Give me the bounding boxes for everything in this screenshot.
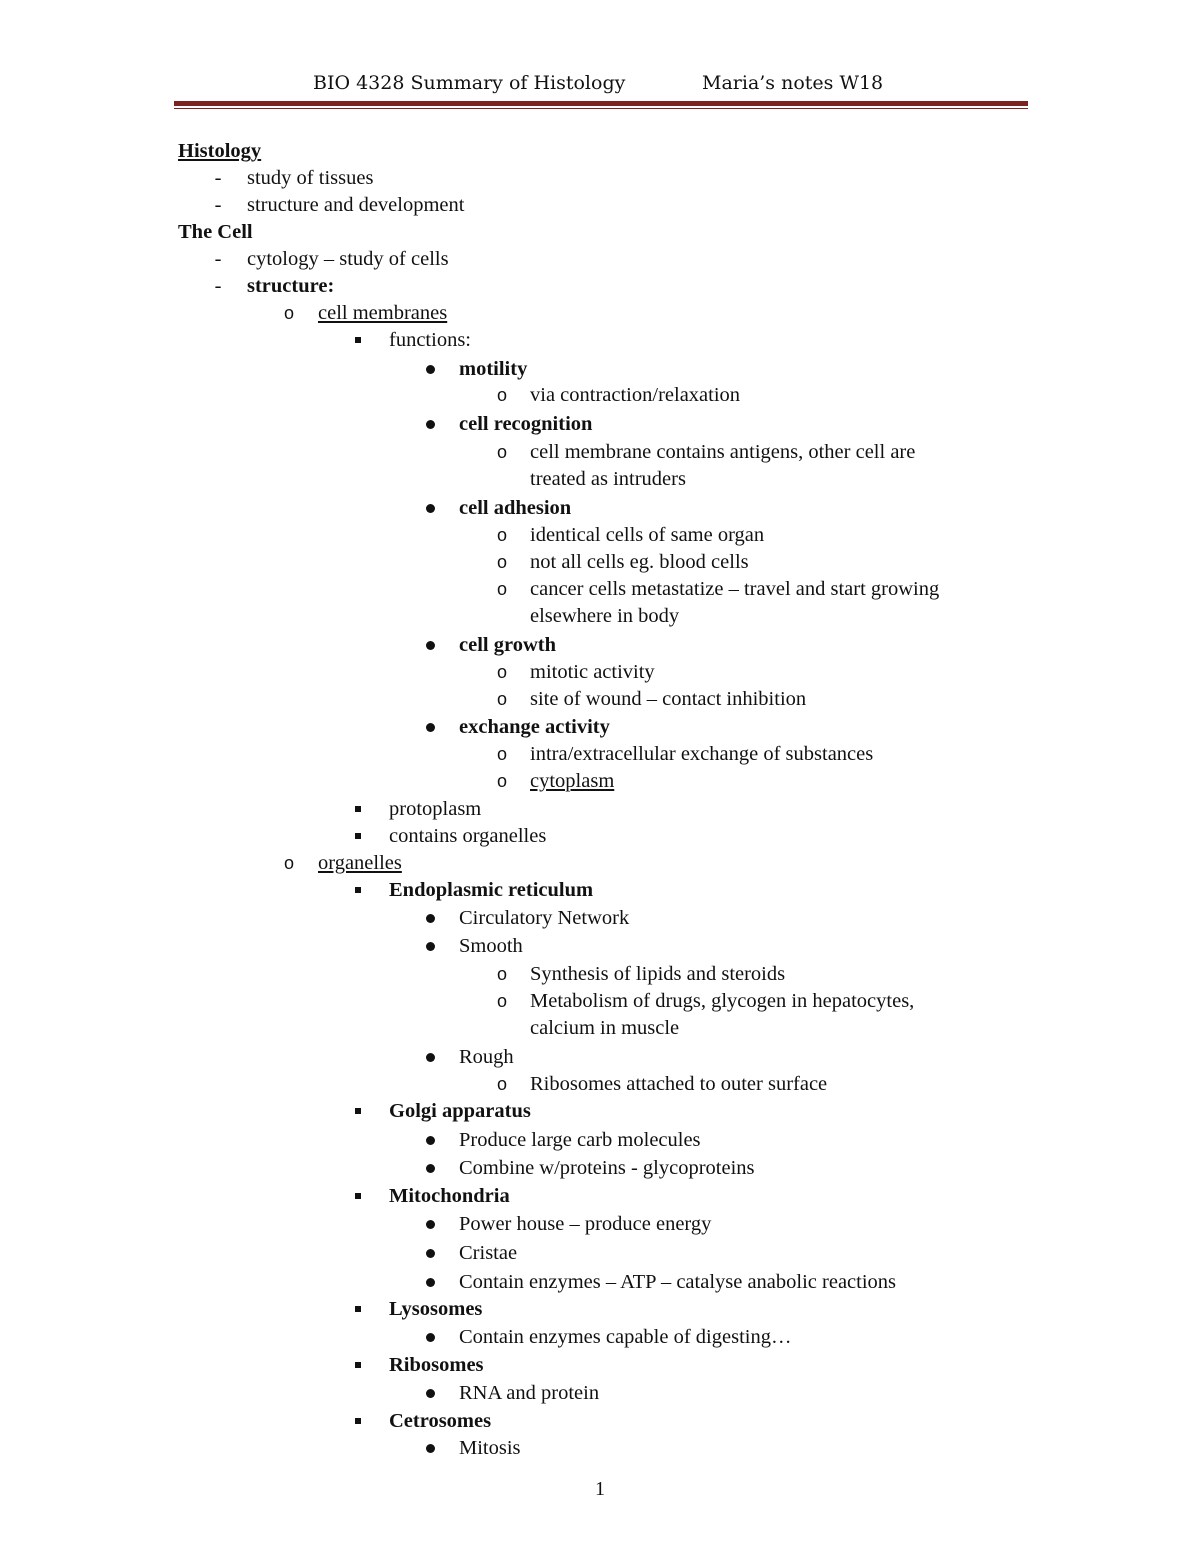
square-bullet-icon [355,887,361,893]
dot-bullet-icon [426,914,435,923]
note-text: structure and development [247,194,465,216]
note-text: structure: [247,275,335,297]
note-text: study of tissues [247,167,374,189]
note-text: functions: [389,329,471,351]
dot-bullet-icon [426,1136,435,1145]
note-text: intra/extracellular exchange of substances [530,743,874,765]
dot-bullet-icon [426,1220,435,1229]
note-text: cell growth [459,634,556,656]
note-text: Smooth [459,935,523,957]
dot-bullet-icon [426,365,435,374]
square-bullet-icon [355,1306,361,1312]
note-text: motility [459,358,528,380]
circle-bullet-icon: o [497,689,508,709]
note-text: cytology – study of cells [247,248,449,270]
circle-bullet-icon: o [284,303,295,323]
dot-bullet-icon [426,1333,435,1342]
note-text: protoplasm [389,798,482,820]
note-text: Ribosomes [389,1354,484,1376]
page-header [0,72,1200,102]
circle-bullet-icon: o [497,771,508,791]
note-text: Golgi apparatus [389,1100,531,1122]
note-text: treated as intruders [530,468,686,490]
dot-bullet-icon [426,1389,435,1398]
dot-bullet-icon [426,420,435,429]
note-text: Cetrosomes [389,1410,492,1432]
dot-bullet-icon [426,504,435,513]
dot-bullet-icon [426,1053,435,1062]
note-text: cell adhesion [459,497,572,519]
note-text: cytoplasm [530,770,615,792]
circle-bullet-icon: o [497,1074,508,1094]
square-bullet-icon [355,806,361,812]
note-text: Synthesis of lipids and steroids [530,963,786,985]
note-text: contains organelles [389,825,547,847]
circle-bullet-icon: o [497,579,508,599]
document-title: BIO 4328 Summary of Histology [313,72,626,94]
note-text: calcium in muscle [530,1017,680,1039]
note-text: Produce large carb molecules [459,1129,701,1151]
circle-bullet-icon: o [497,991,508,1011]
circle-bullet-icon: o [284,853,295,873]
page-number: 1 [595,1478,605,1500]
circle-bullet-icon: o [497,964,508,984]
note-text: exchange activity [459,716,610,738]
note-text: Rough [459,1046,514,1068]
dash-bullet-icon: - [214,194,222,216]
dot-bullet-icon [426,1164,435,1173]
circle-bullet-icon: o [497,525,508,545]
note-text: Contain enzymes capable of digesting… [459,1326,792,1348]
dot-bullet-icon [426,1249,435,1258]
note-text: mitotic activity [530,661,655,683]
square-bullet-icon [355,1108,361,1114]
note-text: elsewhere in body [530,605,680,627]
square-bullet-icon [355,1418,361,1424]
note-text: not all cells eg. blood cells [530,551,749,573]
note-text: Contain enzymes – ATP – catalyse anabolic reactions [459,1271,897,1293]
note-text: cell recognition [459,413,593,435]
dot-bullet-icon [426,942,435,951]
circle-bullet-icon: o [497,552,508,572]
square-bullet-icon [355,337,361,343]
dot-bullet-icon [426,723,435,732]
dot-bullet-icon [426,1444,435,1453]
note-text: organelles [318,852,402,874]
header-rule-thin [174,108,1028,109]
square-bullet-icon [355,1362,361,1368]
circle-bullet-icon: o [497,442,508,462]
note-text: RNA and protein [459,1382,600,1404]
note-text: cell membranes [318,302,448,324]
note-text: Power house – produce energy [459,1213,712,1235]
square-bullet-icon [355,833,361,839]
circle-bullet-icon: o [497,662,508,682]
note-text: Combine w/proteins - glycoproteins [459,1157,755,1179]
dash-bullet-icon: - [214,275,222,297]
note-text: Mitochondria [389,1185,510,1207]
note-text: Lysosomes [389,1298,483,1320]
note-text: cell membrane contains antigens, other cell are [530,441,916,463]
note-text: identical cells of same organ [530,524,765,546]
circle-bullet-icon: o [497,385,508,405]
note-text: site of wound – contact inhibition [530,688,807,710]
dash-bullet-icon: - [214,248,222,270]
note-text: Histology [178,140,262,162]
note-text: Circulatory Network [459,907,630,929]
note-text: Ribosomes attached to outer surface [530,1073,828,1095]
square-bullet-icon [355,1193,361,1199]
author-note: Maria’s notes W18 [702,72,884,94]
dot-bullet-icon [426,641,435,650]
note-text: cancer cells metastatize – travel and start growing [530,578,940,600]
note-text: Mitosis [459,1437,521,1459]
dash-bullet-icon: - [214,167,222,189]
note-text: Metabolism of drugs, glycogen in hepatocytes, [530,990,915,1012]
note-text: The Cell [178,221,253,243]
note-text: via contraction/relaxation [530,384,741,406]
note-text: Endoplasmic reticulum [389,879,594,901]
dot-bullet-icon [426,1278,435,1287]
note-text: Cristae [459,1242,518,1264]
header-rule-thick [174,101,1028,106]
circle-bullet-icon: o [497,744,508,764]
